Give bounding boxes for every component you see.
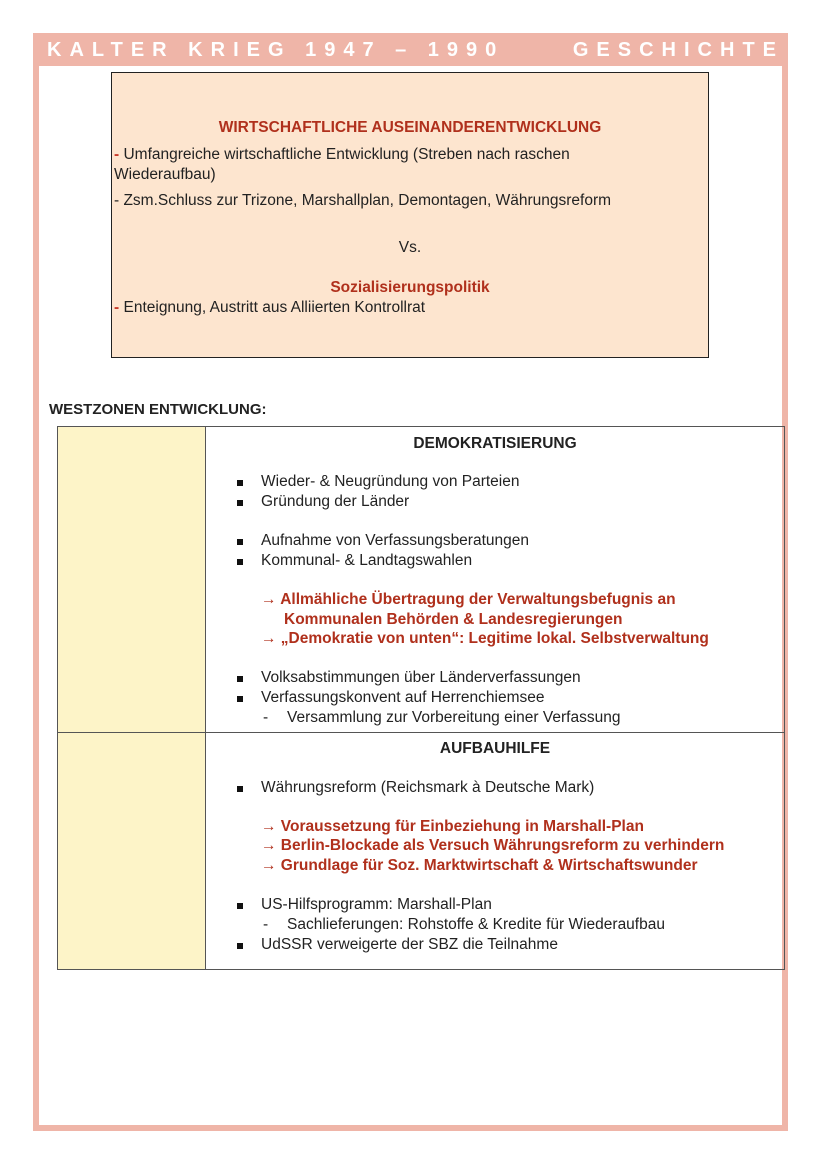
row-content-cell <box>206 427 784 732</box>
square-bullet-icon <box>237 559 243 565</box>
square-bullet-icon <box>237 943 243 949</box>
sub-list-item-text: Sachlieferungen: Rohstoffe & Kredite für Wiederaufbau <box>287 916 665 933</box>
sub-dash: - <box>263 916 269 933</box>
square-bullet-icon <box>237 786 243 792</box>
arrow-conclusion-cont: Kommunalen Behörden & Landesregierungen <box>284 611 623 628</box>
header-title: KALTER KRIEG 1947 – 1990 <box>47 39 505 61</box>
header-subject: GESCHICHTE <box>572 39 784 61</box>
page-header <box>33 33 788 66</box>
table-row-demokratisierung <box>58 427 784 732</box>
box-subtitle: Sozialisierungspolitik <box>330 279 490 296</box>
table-row-aufbauhilfe <box>58 732 784 969</box>
arrow-conclusion: → Voraussetzung für Einbeziehung in Marshall-Plan <box>261 818 644 835</box>
list-item-text: UdSSR verweigerte der SBZ die Teilnahme <box>261 936 558 953</box>
westzonen-table <box>57 426 785 970</box>
square-bullet-icon <box>237 903 243 909</box>
row-heading: AUFBAUHILFE <box>439 740 551 757</box>
list-item-text: Gründung der Länder <box>261 493 410 510</box>
row-content-cell <box>206 733 784 969</box>
box-line-3 <box>114 297 688 318</box>
box-line-3-text: Enteignung, Austritt aus Alliierten Kontrollrat <box>123 299 426 316</box>
square-bullet-icon <box>237 539 243 545</box>
arrow-conclusion: → Allmähliche Übertragung der Verwaltungsbefugnis an <box>261 591 676 608</box>
list-item-text: Kommunal- & Landtagswahlen <box>261 552 473 569</box>
list-item-text: US-Hilfsprogramm: Marshall-Plan <box>261 896 492 913</box>
square-bullet-icon <box>237 676 243 682</box>
box-title: WIRTSCHAFTLICHE AUSEINANDERENTWICKLUNG <box>218 119 602 136</box>
summary-box <box>111 72 709 358</box>
box-line-1-cont: Wiederaufbau) <box>114 166 216 183</box>
box-line-2: - Zsm.Schluss zur Trizone, Marshallplan, Demontagen, Währungsreform <box>114 192 612 209</box>
square-bullet-icon <box>237 696 243 702</box>
list-item-text: Wieder- & Neugründung von Parteien <box>261 473 520 490</box>
arrow-conclusion: → Grundlage für Soz. Marktwirtschaft & Wirtschaftswunder <box>261 857 698 874</box>
box-dash-1: - <box>114 146 120 163</box>
box-line-1 <box>114 144 688 165</box>
arrow-conclusion: → „Demokratie von unten“: Legitime lokal. Selbstverwaltung <box>261 630 709 647</box>
list-item-text: Volksabstimmungen über Länderverfassungen <box>261 669 581 686</box>
row-side-cell <box>58 427 206 732</box>
sub-list-item-text: Versammlung zur Vorbereitung einer Verfassung <box>287 709 621 726</box>
box-vs: Vs. <box>398 239 422 256</box>
box-line-1-text: Umfangreiche wirtschaftliche Entwicklung (Streben nach raschen <box>123 146 570 163</box>
row-heading: DEMOKRATISIERUNG <box>413 435 577 452</box>
list-item-text: Aufnahme von Verfassungsberatungen <box>261 532 529 549</box>
section-title: WESTZONEN ENTWICKLUNG: <box>49 401 267 418</box>
list-item-text: Währungsreform (Reichsmark à Deutsche Mark) <box>261 779 595 796</box>
sub-dash: - <box>263 709 269 726</box>
square-bullet-icon <box>237 480 243 486</box>
arrow-conclusion: → Berlin-Blockade als Versuch Währungsreform zu verhindern <box>261 837 725 854</box>
box-dash-3: - <box>114 299 120 316</box>
square-bullet-icon <box>237 500 243 506</box>
row-side-cell <box>58 733 206 969</box>
list-item-text: Verfassungskonvent auf Herrenchiemsee <box>261 689 545 706</box>
